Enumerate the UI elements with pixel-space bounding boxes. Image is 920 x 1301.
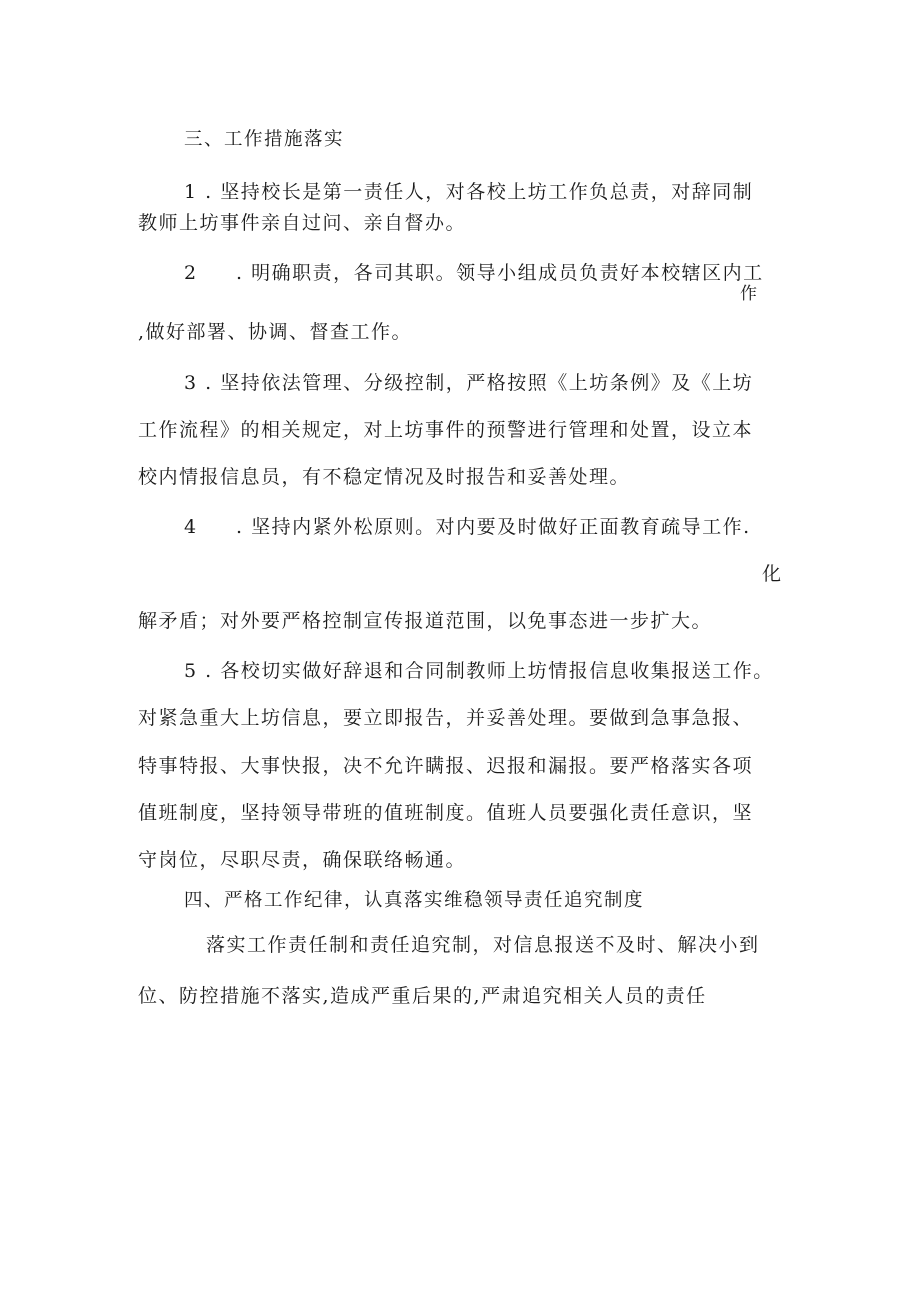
section-4-para-line-1: 落实工作责任制和责任追究制，对信息报送不及时、解决小到 [206,934,760,956]
item-5-line-2: 对紧急重大上坊信息，要立即报告，并妥善处理。要做到急事急报、 [138,707,754,729]
item-5-line-1: 5 . 各校切实做好辞退和合同制教师上坊情报信息收集报送工作。 [184,660,774,682]
item-4-text: . 坚持内紧外松原则。对内要及时做好正面教育疏导工作. [236,516,751,538]
item-5-line-3: 特事特报、大事快报，决不允许瞒报、迟报和漏报。要严格落实各项 [138,755,754,777]
section-4-heading: 四、严格工作纪律，认真落实维稳领导责任追究制度 [184,890,645,911]
item-4-line-2: 解矛盾；对外要严格控制宣传报道范围，以免事态进一步扩大。 [138,610,713,632]
item-2-line-2: ,做好部署、协调、督查工作。 [138,321,413,343]
item-5-line-4: 值班制度，坚持领导带班的值班制度。值班人员要强化责任意识，坚 [138,802,754,824]
item-5-line-5: 守岗位，尽职尽责，确保联络畅通。 [138,849,467,871]
item-4-overflow: 化 [762,563,783,585]
item-3-line-1: 3 . 坚持依法管理、分级控制，严格按照《上坊条例》及《上坊 [184,372,754,394]
section-4-para-line-2: 位、防控措施不落实,造成严重后果的,严肃追究相关人员的责任 [138,985,707,1007]
item-2-overflow: 作 [740,284,759,304]
item-3-line-2: 工作流程》的相关规定，对上坊事件的预警进行管理和处置，设立本 [138,419,754,441]
item-4-number: 4 [184,516,198,538]
item-1-line-2: 教师上坊事件亲自过问、亲自督办。 [138,212,467,234]
item-1-line-1: 1 . 坚持校长是第一责任人，对各校上坊工作负总责，对辞同制 [184,181,754,203]
item-3-line-3: 校内情报信息员，有不稳定情况及时报告和妥善处理。 [138,466,631,488]
item-2-text: . 明确职责，各司其职。领导小组成员负责好本校辖区内工 [236,262,764,284]
item-2-number: 2 [184,262,198,284]
section-3-heading: 三、工作措施落实 [184,129,345,150]
